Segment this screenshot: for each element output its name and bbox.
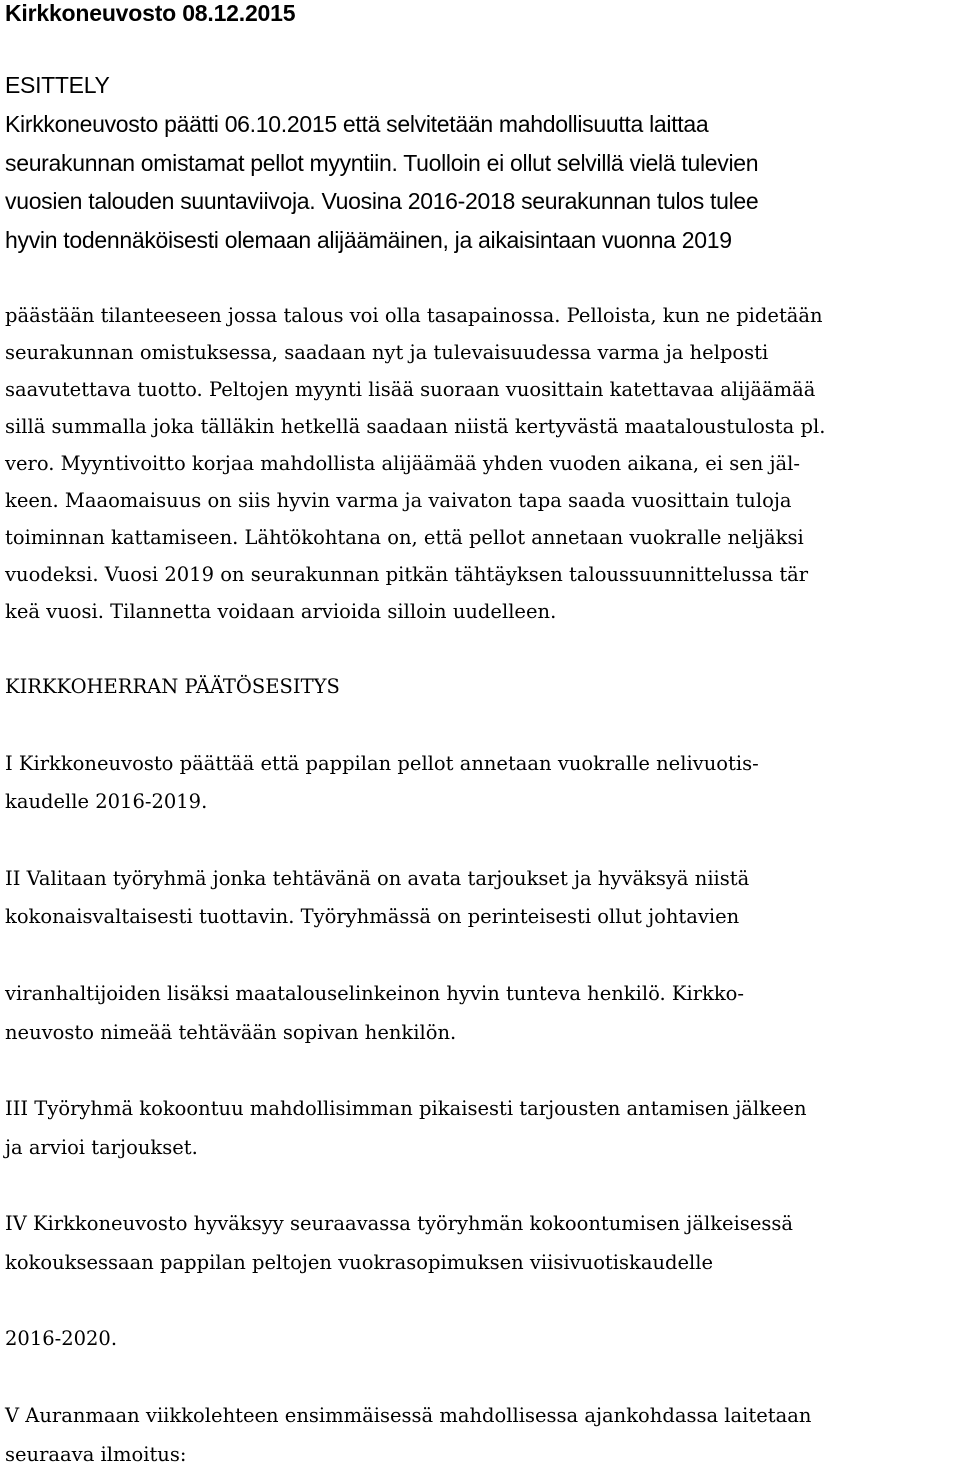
esittely-heading: ESITTELY — [5, 72, 110, 98]
document-title: Kirkkoneuvosto 08.12.2015 — [5, 0, 296, 26]
proposal-item-4-period: 2016-2020. — [5, 1327, 118, 1350]
proposal-item-2-line: II Valitaan työryhmä jonka tehtävänä on avata tarjoukset ja hyväksyä niistä — [5, 867, 750, 890]
proposal-item-2-line: viranhaltijoiden lisäksi maatalouselinkeinon hyvin tunteva henkilö. Kirkko- — [5, 982, 744, 1005]
proposal-item-3-line: III Työryhmä kokoontuu mahdollisimman pikaisesti tarjousten antamisen jälkeen — [5, 1097, 807, 1120]
proposal-item-4-line: IV Kirkkoneuvosto hyväksyy seuraavassa työryhmän kokoontumisen jälkeisessä — [5, 1212, 793, 1235]
esittely-line: seurakunnan omistuksessa, saadaan nyt ja tulevaisuudessa varma ja helposti — [5, 341, 769, 364]
esittely-line: seurakunnan omistamat pellot myyntiin. Tuolloin ei ollut selvillä vielä tulevien — [5, 150, 759, 176]
esittely-line: sillä summalla joka tälläkin hetkellä saadaan niistä kertyvästä maataloustulosta pl. — [5, 415, 826, 438]
proposal-item-1-line: kaudelle 2016-2019. — [5, 790, 208, 813]
esittely-line: vero. Myyntivoitto korjaa mahdollista alijäämää yhden vuoden aikana, ei sen jäl- — [5, 452, 801, 475]
esittely-line: päästään tilanteeseen jossa talous voi olla tasapainossa. Pelloista, kun ne pidetään — [5, 304, 823, 327]
proposal-item-3-line: ja arvioi tarjoukset. — [5, 1136, 198, 1159]
proposal-item-5-line: V Auranmaan viikkolehteen ensimmäisessä mahdollisessa ajankohdassa laitetaan — [5, 1404, 812, 1427]
esittely-line: saavutettava tuotto. Peltojen myynti lisää suoraan vuosittain katettavaa alijäämää — [5, 378, 816, 401]
esittely-line: hyvin todennäköisesti olemaan alijäämäinen, ja aikaisintaan vuonna 2019 — [5, 227, 732, 253]
esittely-line: toiminnan kattamiseen. Lähtökohtana on, että pellot annetaan vuokralle neljäksi — [5, 526, 804, 549]
proposal-item-1-line: I Kirkkoneuvosto päättää että pappilan pellot annetaan vuokralle nelivuotis- — [5, 752, 759, 775]
proposal-item-2-line: neuvosto nimeää tehtävään sopivan henkilön. — [5, 1021, 457, 1044]
esittely-line: vuodeksi. Vuosi 2019 on seurakunnan pitkän tähtäyksen taloussuunnittelussa tär — [5, 563, 809, 586]
proposal-heading: KIRKKOHERRAN PÄÄTÖSESITYS — [5, 675, 340, 698]
esittely-line: Kirkkoneuvosto päätti 06.10.2015 että selvitetään mahdollisuutta laittaa — [5, 111, 709, 137]
proposal-item-4-line: kokouksessaan pappilan peltojen vuokrasopimuksen viisivuotiskaudelle — [5, 1251, 714, 1274]
esittely-line: vuosien talouden suuntaviivoja. Vuosina 2016-2018 seurakunnan tulos tulee — [5, 188, 759, 214]
esittely-line: keä vuosi. Tilannetta voidaan arvioida silloin uudelleen. — [5, 600, 557, 623]
proposal-item-5-line: seuraava ilmoitus: — [5, 1443, 187, 1466]
esittely-line: keen. Maaomaisuus on siis hyvin varma ja vaivaton tapa saada vuosittain tuloja — [5, 489, 792, 512]
proposal-item-2-line: kokonaisvaltaisesti tuottavin. Työryhmässä on perinteisesti ollut johtavien — [5, 905, 740, 928]
